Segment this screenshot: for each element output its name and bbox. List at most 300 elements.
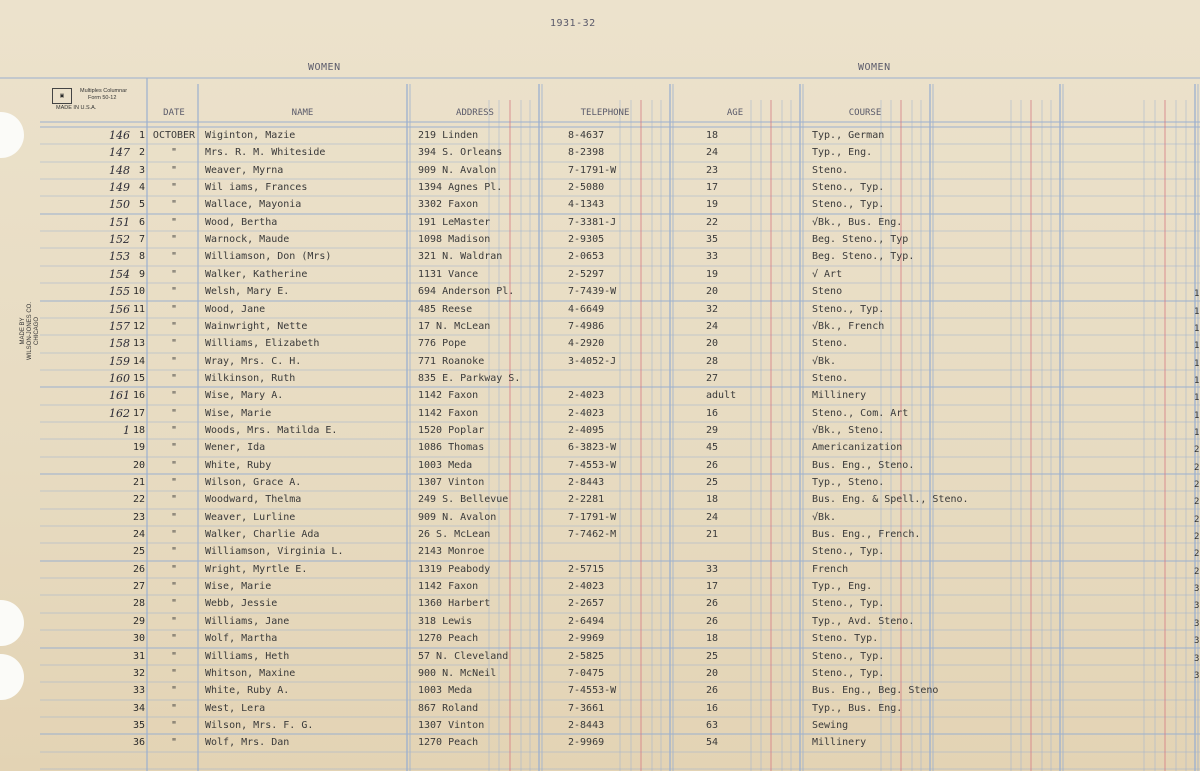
- course-cell: Steno., Typ.: [812, 598, 885, 609]
- row-number: 16: [132, 390, 145, 401]
- name-cell: White, Ruby: [205, 460, 272, 471]
- name-cell: Williams, Heth: [205, 651, 290, 662]
- date-cell: ": [170, 338, 178, 349]
- telephone-cell: 2-9305: [568, 234, 605, 245]
- age-cell: 25: [706, 651, 719, 662]
- address-cell: 249 S. Bellevue: [418, 494, 509, 505]
- registration-number: 147: [109, 146, 130, 159]
- course-cell: √Bk.: [812, 356, 837, 367]
- address-cell: 1270 Peach: [418, 633, 479, 644]
- address-cell: 1307 Vinton: [418, 477, 485, 488]
- date-cell: ": [170, 477, 178, 488]
- date-cell: ": [170, 373, 178, 384]
- date-cell: ": [170, 737, 178, 748]
- telephone-cell: 2-4023: [568, 408, 605, 419]
- course-cell: Steno. Typ.: [812, 633, 879, 644]
- date-cell: ": [170, 703, 178, 714]
- age-cell: 18: [706, 633, 719, 644]
- row-number: 12: [132, 321, 145, 332]
- name-cell: Walker, Katherine: [205, 269, 308, 280]
- age-cell: 33: [706, 251, 719, 262]
- telephone-cell: 4-6649: [568, 304, 605, 315]
- course-cell: Steno.: [812, 338, 849, 349]
- date-cell: ": [170, 321, 178, 332]
- form-brand-logo: ▣: [52, 88, 72, 104]
- name-cell: Wise, Marie: [205, 408, 272, 419]
- registration-number: 157: [109, 320, 130, 333]
- age-cell: 26: [706, 685, 719, 696]
- name-cell: Wray, Mrs. C. H.: [205, 356, 302, 367]
- name-cell: Wise, Mary A.: [205, 390, 284, 401]
- telephone-cell: 2-8443: [568, 720, 605, 731]
- edge-digit: 1: [1194, 376, 1200, 386]
- edge-digit: 1: [1194, 359, 1200, 369]
- name-cell: Williamson, Don (Mrs): [205, 251, 332, 262]
- date-cell: ": [170, 494, 178, 505]
- address-cell: 1270 Peach: [418, 737, 479, 748]
- row-number: 34: [132, 703, 145, 714]
- name-cell: Welsh, Mary E.: [205, 286, 290, 297]
- address-cell: 3302 Faxon: [418, 199, 479, 210]
- age-cell: 27: [706, 373, 719, 384]
- address-cell: 1142 Faxon: [418, 390, 479, 401]
- course-cell: Typ., Bus. Eng.: [812, 703, 903, 714]
- age-cell: 45: [706, 442, 719, 453]
- address-cell: 835 E. Parkway S.: [418, 373, 521, 384]
- section-title-left: WOMEN: [308, 62, 341, 73]
- address-cell: 394 S. Orleans: [418, 147, 503, 158]
- column-header-address: ADDRESS: [456, 108, 494, 118]
- row-number: 2: [138, 147, 145, 158]
- registration-number: 152: [109, 233, 130, 246]
- edge-digit: 1: [1194, 411, 1200, 421]
- name-cell: Wil iams, Frances: [205, 182, 308, 193]
- address-cell: 1394 Agnes Pl.: [418, 182, 503, 193]
- row-number: 31: [132, 651, 145, 662]
- name-cell: Weaver, Lurline: [205, 512, 296, 523]
- name-cell: Wise, Marie: [205, 581, 272, 592]
- telephone-cell: 7-7439-W: [568, 286, 617, 297]
- edge-digit: 2: [1194, 532, 1200, 542]
- address-cell: 1086 Thomas: [418, 442, 485, 453]
- row-number: 26: [132, 564, 145, 575]
- age-cell: 29: [706, 425, 719, 436]
- telephone-cell: 7-3381-J: [568, 217, 617, 228]
- registration-number: 156: [109, 303, 130, 316]
- edge-digit: 2: [1194, 497, 1200, 507]
- telephone-cell: 2-4023: [568, 581, 605, 592]
- address-cell: 1098 Madison: [418, 234, 491, 245]
- name-cell: Williams, Jane: [205, 616, 290, 627]
- date-cell: ": [170, 546, 178, 557]
- row-number: 15: [132, 373, 145, 384]
- telephone-cell: 2-5297: [568, 269, 605, 280]
- name-cell: Wood, Jane: [205, 304, 266, 315]
- column-header-telephone: TELEPHONE: [580, 108, 630, 118]
- date-cell: ": [170, 668, 178, 679]
- name-cell: Wiginton, Mazie: [205, 130, 296, 141]
- date-cell: ": [170, 512, 178, 523]
- edge-digit: 3: [1194, 601, 1200, 611]
- age-cell: 24: [706, 321, 719, 332]
- date-cell: ": [170, 529, 178, 540]
- address-cell: 191 LeMaster: [418, 217, 491, 228]
- name-cell: Whitson, Maxine: [205, 668, 296, 679]
- telephone-cell: 4-2920: [568, 338, 605, 349]
- address-cell: 1307 Vinton: [418, 720, 485, 731]
- address-cell: 776 Pope: [418, 338, 467, 349]
- edge-digit: 1: [1194, 393, 1200, 403]
- course-cell: Typ., Eng.: [812, 147, 873, 158]
- row-number: 29: [132, 616, 145, 627]
- age-cell: 26: [706, 598, 719, 609]
- course-cell: Bus. Eng. & Spell., Steno.: [812, 494, 969, 505]
- row-number: 5: [138, 199, 145, 210]
- address-cell: 900 N. McNeil: [418, 668, 497, 679]
- date-cell: ": [170, 286, 178, 297]
- row-number: 35: [132, 720, 145, 731]
- course-cell: Bus. Eng., Steno.: [812, 460, 915, 471]
- name-cell: Williams, Elizabeth: [205, 338, 320, 349]
- date-cell: ": [170, 390, 178, 401]
- row-number: 33: [132, 685, 145, 696]
- name-cell: West, Lera: [205, 703, 266, 714]
- date-cell: ": [170, 720, 178, 731]
- course-cell: Typ., German: [812, 130, 885, 141]
- date-cell: ": [170, 564, 178, 575]
- telephone-cell: 7-1791-W: [568, 512, 617, 523]
- form-brand: Multiples Columnar: [80, 88, 128, 94]
- course-cell: √ Art: [812, 269, 843, 280]
- date-cell: ": [170, 269, 178, 280]
- age-cell: 20: [706, 338, 719, 349]
- date-cell: ": [170, 408, 178, 419]
- made-in: MADE IN U.S.A.: [56, 105, 97, 111]
- telephone-cell: 2-4023: [568, 390, 605, 401]
- telephone-cell: 7-4553-W: [568, 685, 617, 696]
- age-cell: 19: [706, 199, 719, 210]
- name-cell: Wright, Myrtle E.: [205, 564, 308, 575]
- address-cell: 219 Linden: [418, 130, 479, 141]
- row-number: 11: [132, 304, 145, 315]
- address-cell: 909 N. Avalon: [418, 165, 497, 176]
- registration-number: 1: [123, 424, 130, 437]
- registration-number: 161: [109, 389, 130, 402]
- registration-number: 154: [109, 268, 130, 281]
- course-cell: Steno., Typ.: [812, 668, 885, 679]
- address-cell: 321 N. Waldran: [418, 251, 503, 262]
- telephone-cell: 2-0653: [568, 251, 605, 262]
- address-cell: 694 Anderson Pl.: [418, 286, 515, 297]
- edge-digit: 2: [1194, 445, 1200, 455]
- row-number: 10: [132, 286, 145, 297]
- name-cell: Wallace, Mayonia: [205, 199, 302, 210]
- telephone-cell: 2-2281: [568, 494, 605, 505]
- edge-digit: 2: [1194, 549, 1200, 559]
- age-cell: 63: [706, 720, 719, 731]
- name-cell: Woods, Mrs. Matilda E.: [205, 425, 338, 436]
- course-cell: Steno., Typ.: [812, 199, 885, 210]
- age-cell: 25: [706, 477, 719, 488]
- row-number: 7: [138, 234, 145, 245]
- name-cell: White, Ruby A.: [205, 685, 290, 696]
- course-cell: Steno., Typ.: [812, 182, 885, 193]
- telephone-cell: 2-4095: [568, 425, 605, 436]
- course-cell: √Bk., French: [812, 321, 885, 332]
- row-number: 19: [132, 442, 145, 453]
- date-cell: ": [170, 234, 178, 245]
- course-cell: Typ., Avd. Steno.: [812, 616, 915, 627]
- row-number: 9: [138, 269, 145, 280]
- date-cell: ": [170, 182, 178, 193]
- edge-digit: 3: [1194, 584, 1200, 594]
- telephone-cell: 8-4637: [568, 130, 605, 141]
- address-cell: 867 Roland: [418, 703, 479, 714]
- telephone-cell: 2-8443: [568, 477, 605, 488]
- edge-digit: 2: [1194, 480, 1200, 490]
- age-cell: 24: [706, 512, 719, 523]
- telephone-cell: 6-3823-W: [568, 442, 617, 453]
- age-cell: 22: [706, 217, 719, 228]
- telephone-cell: 7-1791-W: [568, 165, 617, 176]
- date-cell: ": [170, 685, 178, 696]
- date-cell: OCTOBER: [152, 130, 196, 141]
- date-cell: ": [170, 356, 178, 367]
- row-number: 36: [132, 737, 145, 748]
- age-cell: 28: [706, 356, 719, 367]
- edge-digit: 1: [1194, 324, 1200, 334]
- telephone-cell: 2-5825: [568, 651, 605, 662]
- row-number: 32: [132, 668, 145, 679]
- course-cell: Steno.: [812, 165, 849, 176]
- address-cell: 485 Reese: [418, 304, 473, 315]
- edge-digit: 1: [1194, 341, 1200, 351]
- age-cell: 54: [706, 737, 719, 748]
- course-cell: Typ., Eng.: [812, 581, 873, 592]
- name-cell: Wener, Ida: [205, 442, 266, 453]
- registration-number: 148: [109, 164, 130, 177]
- telephone-cell: 2-5080: [568, 182, 605, 193]
- date-cell: ": [170, 425, 178, 436]
- address-cell: 771 Roanoke: [418, 356, 485, 367]
- edge-digit: 3: [1194, 636, 1200, 646]
- address-cell: 1003 Meda: [418, 685, 473, 696]
- row-number: 13: [132, 338, 145, 349]
- age-cell: 19: [706, 269, 719, 280]
- address-cell: 1360 Harbert: [418, 598, 491, 609]
- row-number: 23: [132, 512, 145, 523]
- column-header-name: NAME: [291, 108, 314, 118]
- name-cell: Wilkinson, Ruth: [205, 373, 296, 384]
- maker-side-line: CHICAGO: [34, 316, 40, 345]
- edge-digit: 2: [1194, 515, 1200, 525]
- edge-digit: 3: [1194, 619, 1200, 629]
- date-cell: ": [170, 165, 178, 176]
- course-cell: Bus. Eng., French.: [812, 529, 921, 540]
- date-cell: ": [170, 633, 178, 644]
- age-cell: 23: [706, 165, 719, 176]
- course-cell: French: [812, 564, 849, 575]
- column-header-age: AGE: [726, 108, 744, 118]
- address-cell: 1142 Faxon: [418, 581, 479, 592]
- date-cell: ": [170, 598, 178, 609]
- row-number: 3: [138, 165, 145, 176]
- address-cell: 1520 Poplar: [418, 425, 485, 436]
- date-cell: ": [170, 442, 178, 453]
- date-cell: ": [170, 147, 178, 158]
- column-header-course: COURSE: [848, 108, 882, 118]
- age-cell: 26: [706, 460, 719, 471]
- name-cell: Wolf, Mrs. Dan: [205, 737, 290, 748]
- telephone-cell: 7-4986: [568, 321, 605, 332]
- row-number: 6: [138, 217, 145, 228]
- maker-side-line: WILSON-JONES CO.: [27, 301, 33, 360]
- name-cell: Webb, Jessie: [205, 598, 278, 609]
- age-cell: 18: [706, 130, 719, 141]
- course-cell: Typ., Steno.: [812, 477, 885, 488]
- edge-digit: 3: [1194, 654, 1200, 664]
- address-cell: 1003 Meda: [418, 460, 473, 471]
- telephone-cell: 2-6494: [568, 616, 605, 627]
- row-number: 27: [132, 581, 145, 592]
- name-cell: Wilson, Mrs. F. G.: [205, 720, 314, 731]
- age-cell: 18: [706, 494, 719, 505]
- telephone-cell: 2-9969: [568, 737, 605, 748]
- telephone-cell: 7-7462-M: [568, 529, 617, 540]
- edge-digit: 1: [1194, 289, 1200, 299]
- registration-number: 158: [109, 337, 130, 350]
- address-cell: 2143 Monroe: [418, 546, 485, 557]
- column-header-date: DATE: [163, 108, 185, 118]
- address-cell: 909 N. Avalon: [418, 512, 497, 523]
- row-number: 14: [132, 356, 145, 367]
- age-cell: 35: [706, 234, 719, 245]
- age-cell: 32: [706, 304, 719, 315]
- telephone-cell: 3-4052-J: [568, 356, 617, 367]
- age-cell: 26: [706, 616, 719, 627]
- registration-number: 159: [109, 355, 130, 368]
- course-cell: Beg. Steno., Typ.: [812, 251, 915, 262]
- address-cell: 57 N. Cleveland: [418, 651, 509, 662]
- row-number: 28: [132, 598, 145, 609]
- age-cell: 33: [706, 564, 719, 575]
- date-cell: ": [170, 199, 178, 210]
- row-number: 8: [138, 251, 145, 262]
- course-cell: Steno., Typ.: [812, 546, 885, 557]
- telephone-cell: 7-0475: [568, 668, 605, 679]
- maker-side-line: MADE BY: [20, 317, 26, 345]
- telephone-cell: 4-1343: [568, 199, 605, 210]
- course-cell: Millinery: [812, 390, 867, 401]
- registration-number: 146: [109, 129, 130, 142]
- form-maker-block: [56, 88, 128, 112]
- telephone-cell: 2-9969: [568, 633, 605, 644]
- age-cell: 24: [706, 147, 719, 158]
- year-label: 1931-32: [550, 18, 596, 29]
- name-cell: Williamson, Virginia L.: [205, 546, 344, 557]
- row-number: 24: [132, 529, 145, 540]
- row-number: 4: [138, 182, 145, 193]
- age-cell: 17: [706, 182, 719, 193]
- telephone-cell: 7-3661: [568, 703, 605, 714]
- telephone-cell: 2-5715: [568, 564, 605, 575]
- address-cell: 1131 Vance: [418, 269, 479, 280]
- section-title-right: WOMEN: [858, 62, 891, 73]
- name-cell: Wood, Bertha: [205, 217, 278, 228]
- course-cell: √Bk., Steno.: [812, 425, 885, 436]
- telephone-cell: 2-2657: [568, 598, 605, 609]
- age-cell: 17: [706, 581, 719, 592]
- address-cell: 318 Lewis: [418, 616, 473, 627]
- date-cell: ": [170, 304, 178, 315]
- registration-number: 155: [109, 285, 130, 298]
- course-cell: √Bk.: [812, 512, 837, 523]
- edge-digit: 2: [1194, 463, 1200, 473]
- name-cell: Walker, Charlie Ada: [205, 529, 320, 540]
- name-cell: Weaver, Myrna: [205, 165, 284, 176]
- row-number: 1: [138, 130, 145, 141]
- name-cell: Warnock, Maude: [205, 234, 290, 245]
- telephone-cell: 8-2398: [568, 147, 605, 158]
- name-cell: Mrs. R. M. Whiteside: [205, 147, 326, 158]
- date-cell: ": [170, 581, 178, 592]
- address-cell: 17 N. McLean: [418, 321, 491, 332]
- age-cell: 16: [706, 408, 719, 419]
- date-cell: ": [170, 460, 178, 471]
- row-number: 25: [132, 546, 145, 557]
- age-cell: 20: [706, 668, 719, 679]
- name-cell: Wainwright, Nette: [205, 321, 308, 332]
- row-number: 17: [132, 408, 145, 419]
- row-number: 21: [132, 477, 145, 488]
- course-cell: Americanization: [812, 442, 903, 453]
- row-number: 30: [132, 633, 145, 644]
- telephone-cell: 7-4553-W: [568, 460, 617, 471]
- registration-number: 162: [109, 407, 130, 420]
- row-number: 22: [132, 494, 145, 505]
- course-cell: Millinery: [812, 737, 867, 748]
- address-cell: 26 S. McLean: [418, 529, 491, 540]
- registration-number: 153: [109, 250, 130, 263]
- name-cell: Wilson, Grace A.: [205, 477, 302, 488]
- age-cell: 16: [706, 703, 719, 714]
- course-cell: Steno.: [812, 373, 849, 384]
- course-cell: Bus. Eng., Beg. Steno: [812, 685, 939, 696]
- age-cell: 20: [706, 286, 719, 297]
- date-cell: ": [170, 217, 178, 228]
- course-cell: Steno., Typ.: [812, 304, 885, 315]
- registration-number: 151: [109, 216, 130, 229]
- edge-digit: 1: [1194, 307, 1200, 317]
- course-cell: √Bk., Bus. Eng.: [812, 217, 903, 228]
- address-cell: 1142 Faxon: [418, 408, 479, 419]
- course-cell: Steno., Typ.: [812, 651, 885, 662]
- name-cell: Wolf, Martha: [205, 633, 278, 644]
- row-number: 20: [132, 460, 145, 471]
- registration-number: 149: [109, 181, 130, 194]
- edge-digit: 2: [1194, 567, 1200, 577]
- date-cell: ": [170, 616, 178, 627]
- course-cell: Sewing: [812, 720, 849, 731]
- course-cell: Steno., Com. Art: [812, 408, 909, 419]
- age-cell: 21: [706, 529, 719, 540]
- edge-digit: 3: [1194, 671, 1200, 681]
- edge-digit: 1: [1194, 428, 1200, 438]
- row-number: 18: [132, 425, 145, 436]
- age-cell: adult: [706, 390, 737, 401]
- form-number: Form 50-12: [88, 94, 117, 101]
- course-cell: Beg. Steno., Typ: [812, 234, 909, 245]
